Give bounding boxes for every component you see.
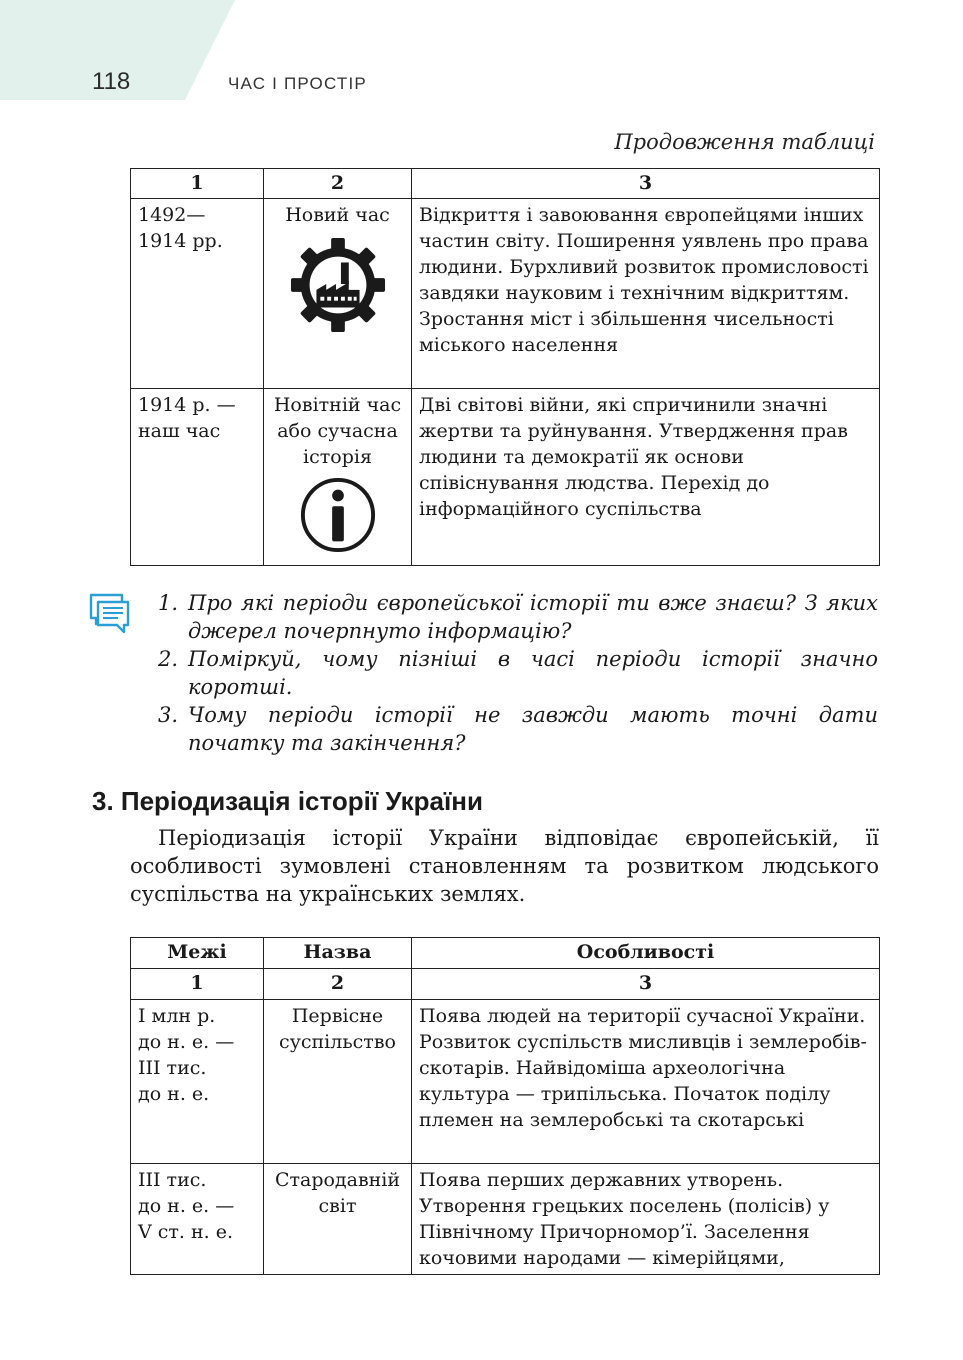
question-number: 3.	[158, 703, 179, 727]
header-name: Назва	[264, 938, 412, 969]
row-name: Новий час	[264, 199, 412, 389]
question-text: Про які періоди європейської історії ти вже знаєш? З яких джерел почерпнуто інформацію?	[188, 591, 878, 643]
row-name: Новітній час або сучасна історія	[264, 389, 412, 566]
table-continuation-caption: Продовження таблиці	[614, 130, 875, 154]
section-paragraph: Періодизація історії України відповідає європейській, її особливості зумовлені становленням та розвитком людського суспільства на українських землях.	[130, 826, 879, 906]
info-icon	[299, 476, 377, 554]
questions-list	[158, 589, 878, 757]
list-item	[158, 645, 878, 701]
discussion-icon	[88, 592, 132, 634]
col-number-3: 3	[412, 969, 880, 1000]
header-bounds: Межі	[131, 938, 264, 969]
row-features: Поява перших державних утворень. Утворення грецьких поселень (полісів) у Північному Причорномор’ї. Заселення кочовими народами — кімерійцями,	[412, 1164, 880, 1275]
table-row	[131, 1000, 880, 1164]
row-bounds: 1492— 1914 рр.	[131, 199, 264, 389]
row-bounds: І млн р. до н. е. — ІІІ тис. до н. е.	[131, 1000, 264, 1164]
col-number-2: 2	[264, 169, 412, 199]
table-row	[131, 389, 880, 566]
page-number: 118	[92, 68, 131, 95]
row-features: Відкриття і завоювання європейцями інших частин світу. Поширення уявлень про права людини. Бурхливий розвиток промисловості завдяки науковим і технічним відкриттям. Зростання міст і збільшення чисельності міського населення	[412, 199, 880, 389]
row-features: Дві світові війни, які спричинили значні жертви та руйнування. Утвердження прав людини та демократії як основи співіснування людства. Перехід до інформаційного суспільства	[412, 389, 880, 566]
row-bounds: ІІІ тис. до н. е. — V ст. н. е.	[131, 1164, 264, 1275]
col-number-1: 1	[131, 169, 264, 199]
question-number: 2.	[158, 647, 179, 671]
section-heading: 3. Періодизація історії України	[92, 786, 483, 816]
table-row	[131, 1164, 880, 1275]
ukraine-periods-table	[130, 937, 880, 1275]
row-features: Поява людей на території сучасної України. Розвиток суспільств мисливців і землеробів-скотарів. Найвідоміша археологічна культура — трипільська. Початок поділу племен на землеробські та скотарські	[412, 1000, 880, 1164]
question-number: 1.	[158, 591, 179, 615]
list-item	[158, 589, 878, 645]
question-text: Поміркуй, чому пізніші в часі періоди історії значно коротші.	[188, 647, 878, 699]
corner-decoration	[0, 0, 963, 110]
periods-table-continued	[130, 168, 880, 566]
list-item	[158, 701, 878, 757]
table-row	[131, 199, 880, 389]
row-name: Первісне суспільство	[264, 1000, 412, 1164]
row-bounds: 1914 р. — наш час	[131, 389, 264, 566]
header-features: Особливості	[412, 938, 880, 969]
factory-gear-icon	[289, 236, 387, 334]
col-number-3: 3	[412, 169, 880, 199]
col-number-2: 2	[264, 969, 412, 1000]
row-name: Стародавній світ	[264, 1164, 412, 1275]
question-text: Чому періоди історії не завжди мають точні дати початку та закінчення?	[188, 703, 878, 755]
running-title: ЧАС І ПРОСТІР	[228, 74, 367, 93]
col-number-1: 1	[131, 969, 264, 1000]
